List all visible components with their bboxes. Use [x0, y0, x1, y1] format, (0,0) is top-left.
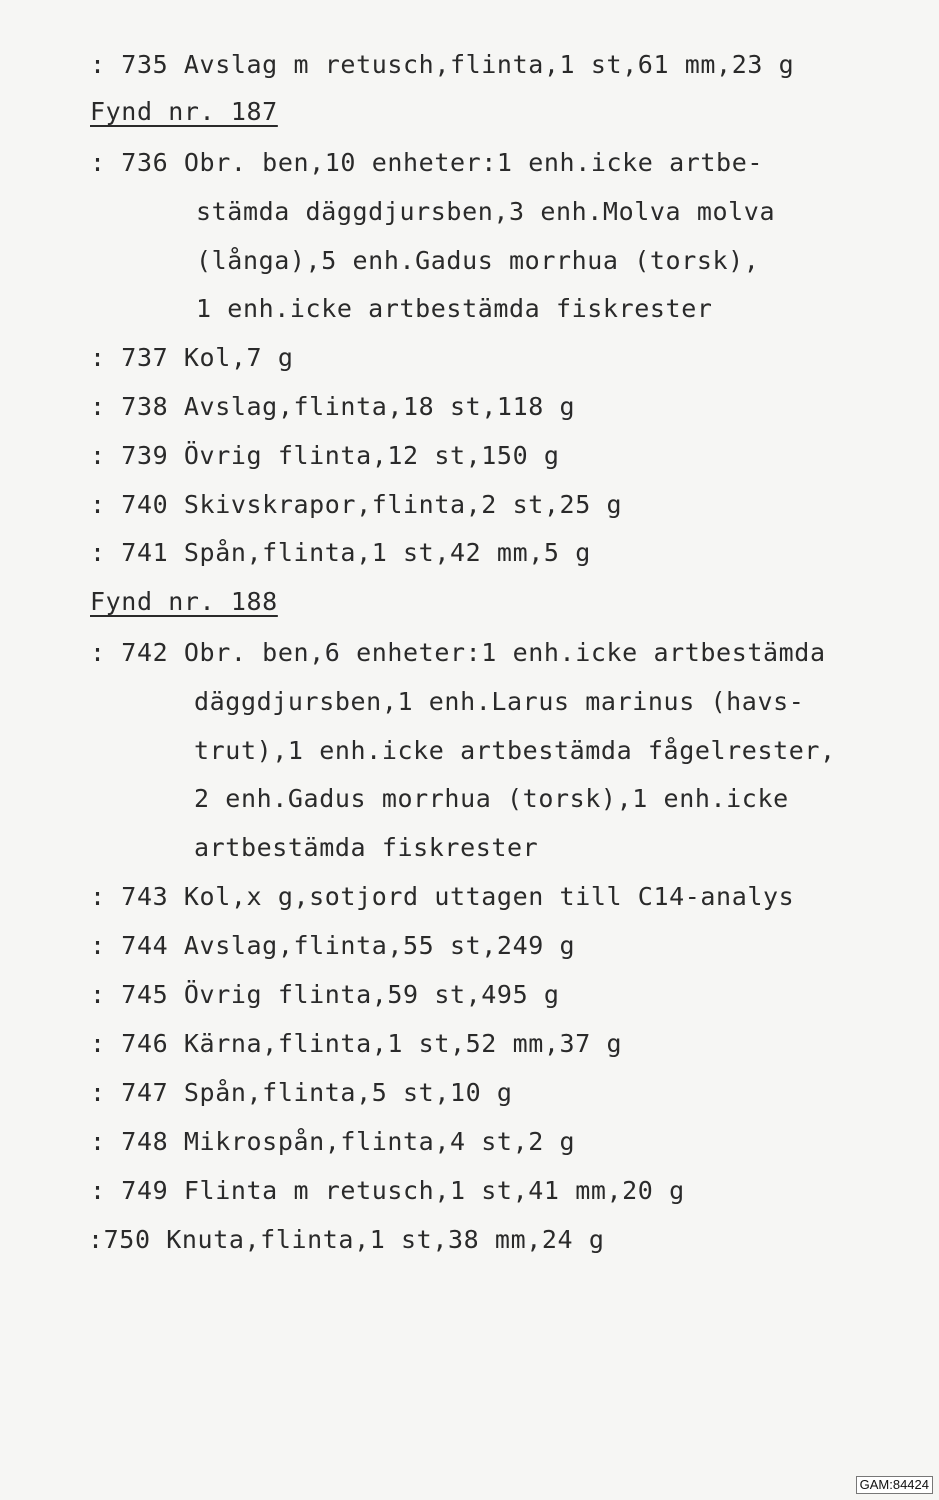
- entry-750: :750 Knuta,flinta,1 st,38 mm,24 g: [88, 1225, 605, 1254]
- entry-738: : 738 Avslag,flinta,18 st,118 g: [90, 392, 576, 421]
- entry-747: : 747 Spån,flinta,5 st,10 g: [90, 1078, 513, 1107]
- entry-744: : 744 Avslag,flinta,55 st,249 g: [90, 931, 576, 960]
- entry-746: : 746 Kärna,flinta,1 st,52 mm,37 g: [90, 1029, 623, 1058]
- entry-743: : 743 Kol,x g,sotjord uttagen till C14-analys: [90, 882, 795, 911]
- entry-740: : 740 Skivskrapor,flinta,2 st,25 g: [90, 490, 623, 519]
- entry-739: : 739 Övrig flinta,12 st,150 g: [90, 441, 560, 470]
- entry-735: : 735 Avslag m retusch,flinta,1 st,61 mm,23 g: [90, 50, 795, 79]
- entry-742: : 742 Obr. ben,6 enheter:1 enh.icke artbestämda: [90, 638, 826, 667]
- entry-737: : 737 Kol,7 g: [90, 343, 294, 372]
- entry-736: : 736 Obr. ben,10 enheter:1 enh.icke artbe-: [90, 148, 764, 177]
- entry-745: : 745 Övrig flinta,59 st,495 g: [90, 980, 560, 1009]
- entry-749: : 749 Flinta m retusch,1 st,41 mm,20 g: [90, 1176, 685, 1205]
- entry-748: : 748 Mikrospån,flinta,4 st,2 g: [90, 1127, 576, 1156]
- entry-742-cont-3: 2 enh.Gadus morrhua (torsk),1 enh.icke: [194, 784, 789, 813]
- entry-742-cont-2: trut),1 enh.icke artbestämda fågelrester,: [194, 736, 836, 765]
- find-heading-187: Fynd nr. 187: [90, 97, 278, 126]
- entry-736-cont-1: stämda däggdjursben,3 enh.Molva molva: [196, 197, 776, 226]
- find-heading-188: Fynd nr. 188: [90, 587, 278, 616]
- entry-741: : 741 Spån,flinta,1 st,42 mm,5 g: [90, 538, 591, 567]
- archive-stamp: GAM:84424: [856, 1476, 933, 1494]
- entry-736-cont-2: (långa),5 enh.Gadus morrhua (torsk),: [196, 246, 760, 275]
- entry-742-cont-1: däggdjursben,1 enh.Larus marinus (havs-: [194, 687, 805, 716]
- entry-742-cont-4: artbestämda fiskrester: [194, 833, 539, 862]
- entry-736-cont-3: 1 enh.icke artbestämda fiskrester: [196, 294, 713, 323]
